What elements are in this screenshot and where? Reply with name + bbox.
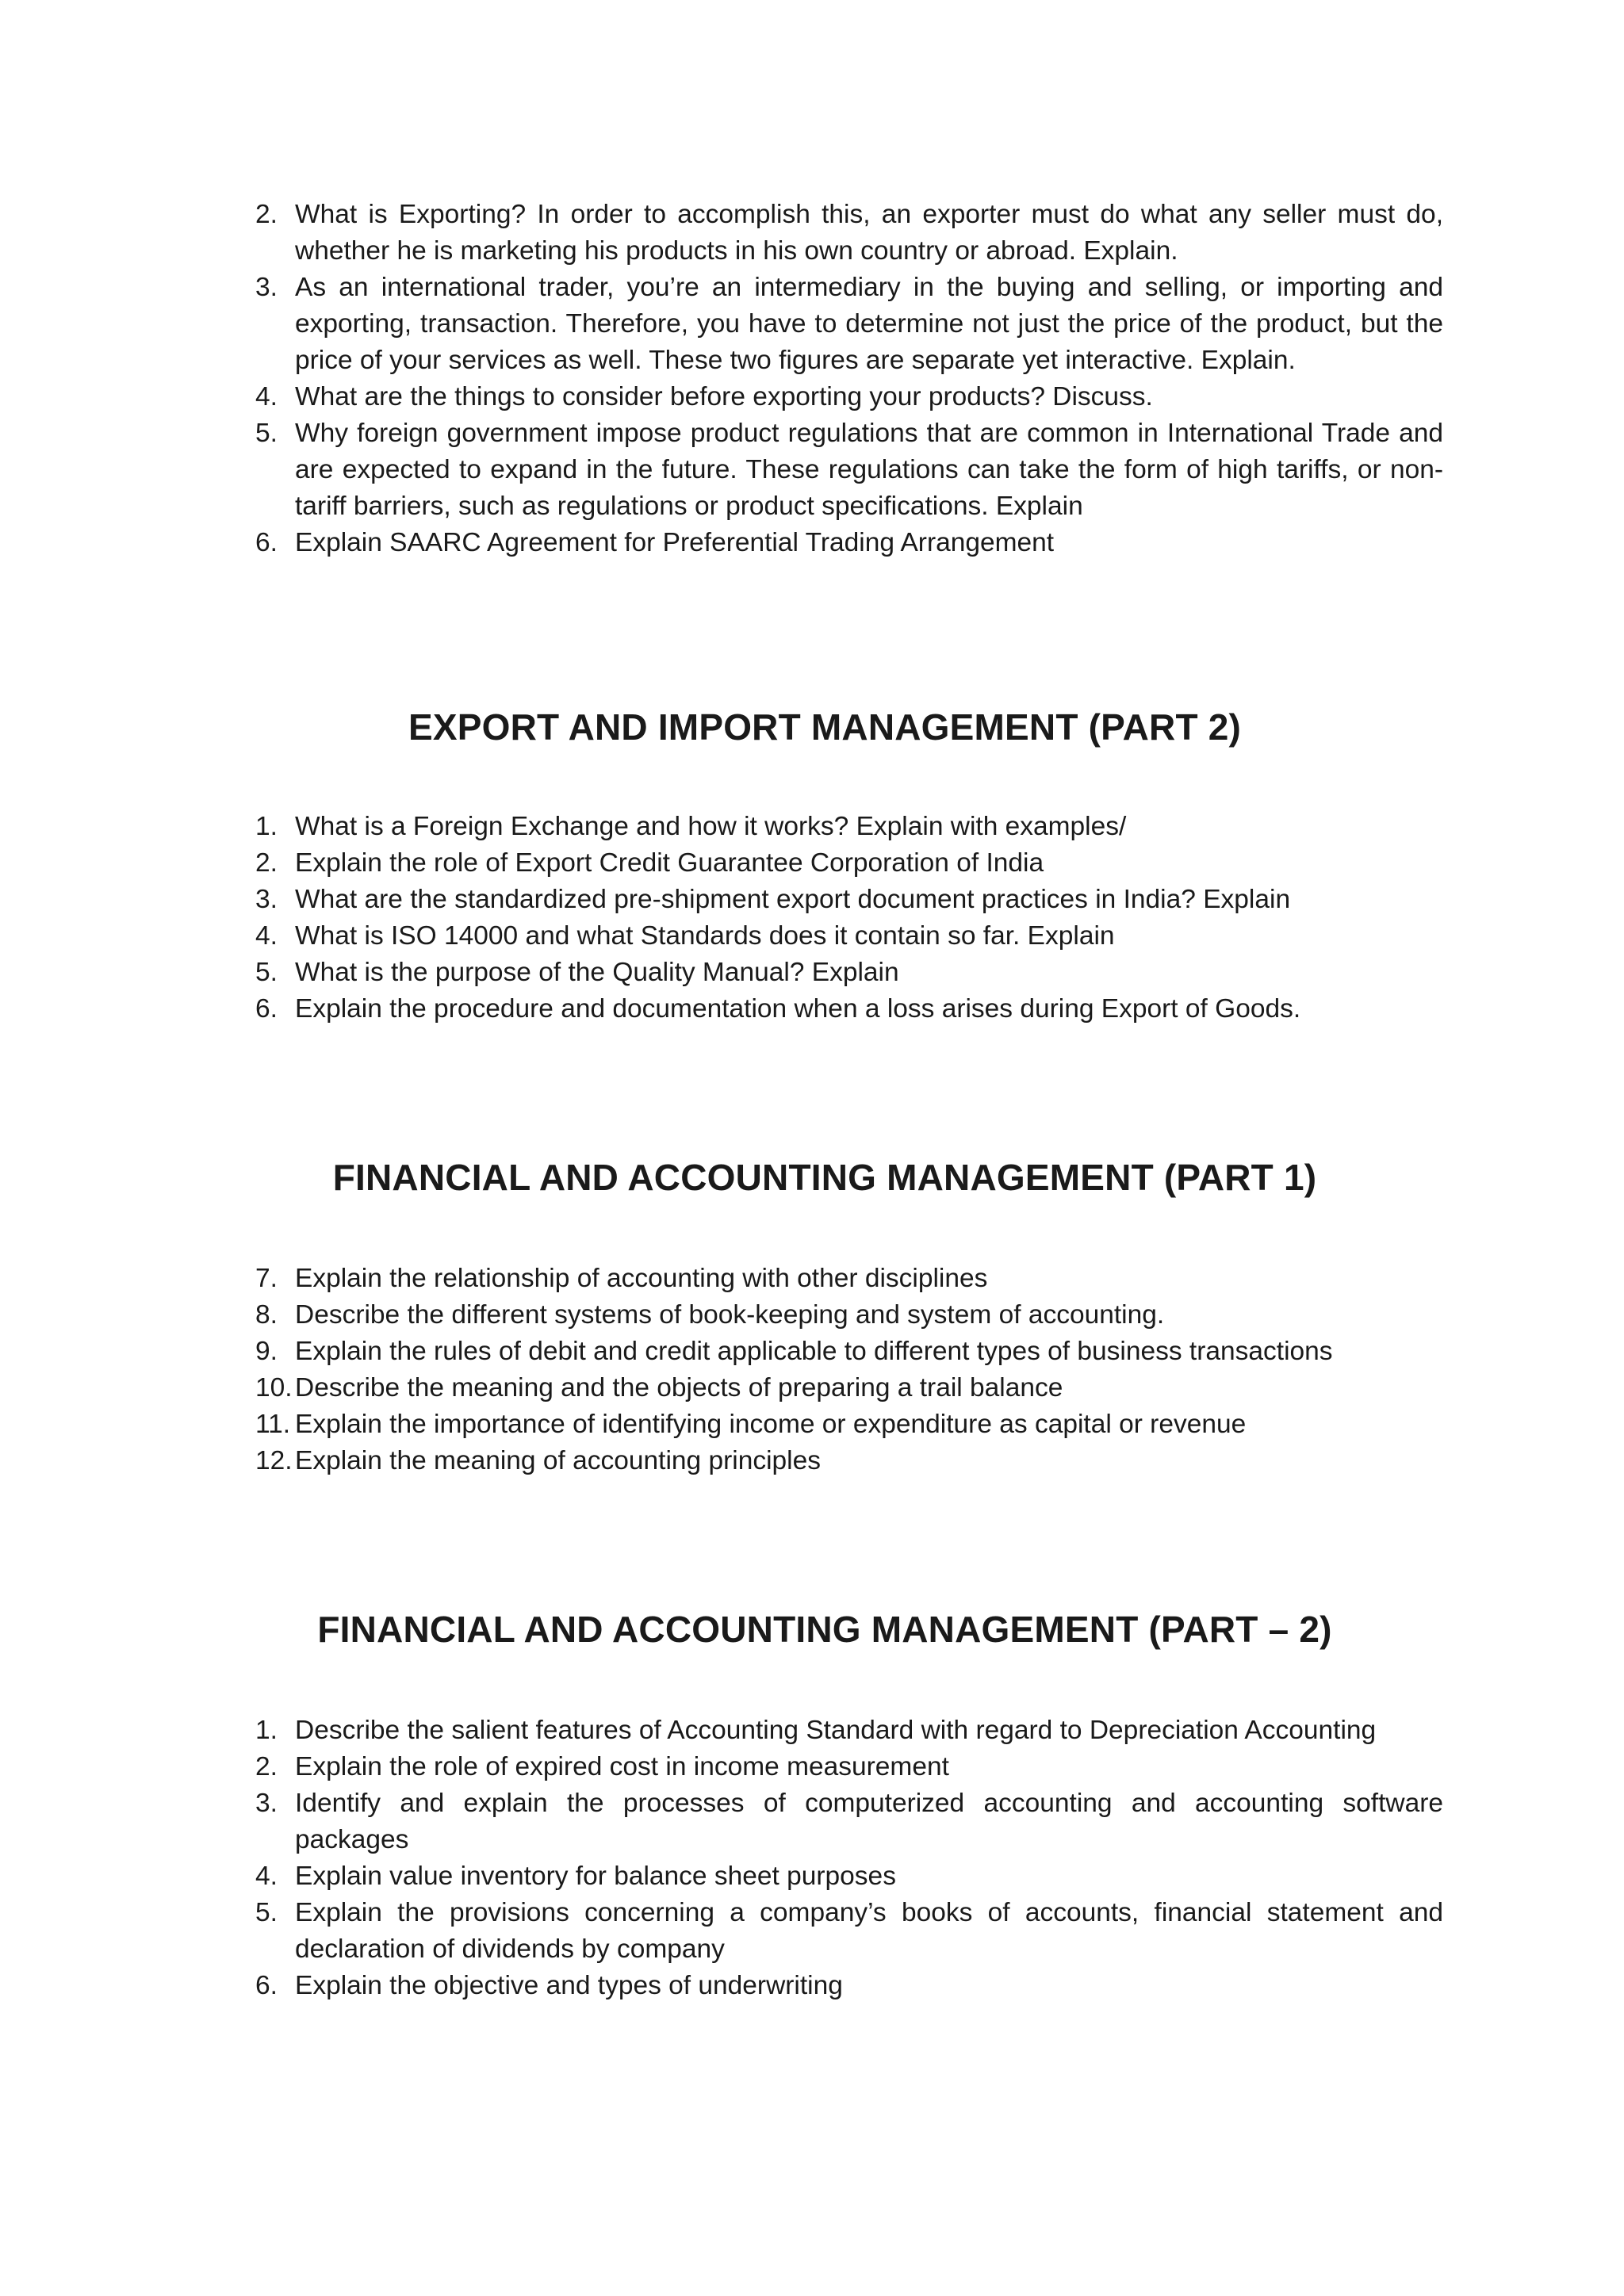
list-item xyxy=(238,955,1443,991)
question-text: Describe the different systems of book-keeping and system of accounting. xyxy=(295,1300,1165,1330)
question-number: 4. xyxy=(255,921,278,951)
question-text: Explain the relationship of accounting with other disciplines xyxy=(295,1264,988,1293)
list-item xyxy=(238,1261,1443,1297)
question-number: 10. xyxy=(255,1373,293,1402)
section-heading: FINANCIAL AND ACCOUNTING MANAGEMENT (PART – 2) xyxy=(317,1609,1332,1650)
question-number: 7. xyxy=(255,1264,278,1293)
question-number: 5. xyxy=(255,1898,278,1927)
question-text: Explain the procedure and documentation when a loss arises during Export of Goods. xyxy=(295,994,1301,1024)
question-text: Explain the meaning of accounting principles xyxy=(295,1446,821,1475)
list-item xyxy=(238,1968,1443,2004)
list-item xyxy=(238,1406,1443,1443)
question-number: 3. xyxy=(255,885,278,914)
list-item xyxy=(238,1712,1443,1749)
list-item xyxy=(238,1443,1443,1479)
question-text: What are the things to consider before exporting your products? Discuss. xyxy=(295,382,1153,411)
list-item xyxy=(238,1785,1443,1858)
list-item xyxy=(238,1334,1443,1370)
question-text: Explain the role of Export Credit Guarantee Corporation of India xyxy=(295,848,1044,878)
list-item xyxy=(238,1858,1443,1895)
question-text: Explain SAARC Agreement for Preferential Trading Arrangement xyxy=(295,528,1055,557)
financial-part1-section xyxy=(238,1156,1443,1199)
question-number: 1. xyxy=(255,1716,278,1745)
question-number: 2. xyxy=(255,1752,278,1781)
question-number: 9. xyxy=(255,1337,278,1366)
list-item xyxy=(238,270,1443,379)
question-number: 1. xyxy=(255,812,278,841)
question-number: 12. xyxy=(255,1446,293,1475)
list-item xyxy=(238,415,1443,525)
question-list xyxy=(238,197,1443,561)
question-number: 5. xyxy=(255,419,278,448)
question-text: What is the purpose of the Quality Manual? Explain xyxy=(295,958,899,987)
list-item xyxy=(238,197,1443,270)
list-item xyxy=(238,525,1443,561)
question-text: Explain the objective and types of underwriting xyxy=(295,1971,843,2000)
question-text: Identify and explain the processes of computerized accounting and accounting software packages xyxy=(295,1789,1443,1854)
export-part1-continued-section xyxy=(238,197,1443,561)
list-item xyxy=(238,1749,1443,1785)
export-import-part2-section xyxy=(238,706,1443,748)
list-item xyxy=(238,882,1443,918)
question-text: What is Exporting? In order to accomplish this, an exporter must do what any seller must do, whether he is marketing his products in his own country or abroad. Explain. xyxy=(295,200,1443,266)
question-list xyxy=(238,1261,1443,1479)
list-item xyxy=(238,845,1443,882)
financial-part2-list xyxy=(238,1712,1443,2004)
question-list xyxy=(238,809,1443,1027)
list-item xyxy=(238,991,1443,1027)
question-text: Explain value inventory for balance sheet purposes xyxy=(295,1862,896,1891)
question-number: 2. xyxy=(255,848,278,878)
question-number: 6. xyxy=(255,528,278,557)
question-text: Describe the salient features of Accounting Standard with regard to Depreciation Accounting xyxy=(295,1716,1377,1745)
question-number: 5. xyxy=(255,958,278,987)
question-text: Explain the rules of debit and credit applicable to different types of business transactions xyxy=(295,1337,1333,1366)
question-text: Explain the role of expired cost in income measurement xyxy=(295,1752,949,1781)
question-list xyxy=(238,1712,1443,2004)
question-number: 6. xyxy=(255,994,278,1024)
list-item xyxy=(238,1370,1443,1406)
question-text: Describe the meaning and the objects of preparing a trail balance xyxy=(295,1373,1063,1402)
question-text: Explain the importance of identifying income or expenditure as capital or revenue xyxy=(295,1410,1247,1439)
question-number: 4. xyxy=(255,382,278,411)
question-number: 3. xyxy=(255,1789,278,1818)
question-number: 6. xyxy=(255,1971,278,2000)
question-number: 8. xyxy=(255,1300,278,1330)
question-text: Explain the provisions concerning a company’s books of accounts, financial statement and declaration of dividends by company xyxy=(295,1898,1443,1964)
question-text: What are the standardized pre-shipment export document practices in India? Explain xyxy=(295,885,1291,914)
question-text: Why foreign government impose product regulations that are common in International Trade and are expected to expand in the future. These regulations can take the form of high tariffs, or non-tariff barriers, such as regulations or product specifications. Explain xyxy=(295,419,1443,521)
section-heading: FINANCIAL AND ACCOUNTING MANAGEMENT (PART 1) xyxy=(332,1157,1317,1198)
financial-part2-section xyxy=(238,1608,1443,1651)
question-number: 2. xyxy=(255,200,278,229)
section-heading: EXPORT AND IMPORT MANAGEMENT (PART 2) xyxy=(408,706,1242,748)
list-item xyxy=(238,1895,1443,1968)
list-item xyxy=(238,809,1443,845)
question-text: As an international trader, you’re an intermediary in the buying and selling, or importing and exporting, transaction. Therefore, you have to determine not just the price of the product, but the price of your services as well. These two figures are separate yet interactive. Explain. xyxy=(295,273,1443,375)
question-text: What is ISO 14000 and what Standards does it contain so far. Explain xyxy=(295,921,1115,951)
export-import-part2-list xyxy=(238,809,1443,1027)
list-item xyxy=(238,379,1443,415)
financial-part1-list xyxy=(238,1261,1443,1479)
question-number: 4. xyxy=(255,1862,278,1891)
question-text: What is a Foreign Exchange and how it works? Explain with examples/ xyxy=(295,812,1127,841)
question-number: 3. xyxy=(255,273,278,302)
list-item xyxy=(238,1297,1443,1334)
question-number: 11. xyxy=(255,1410,291,1439)
list-item xyxy=(238,918,1443,955)
